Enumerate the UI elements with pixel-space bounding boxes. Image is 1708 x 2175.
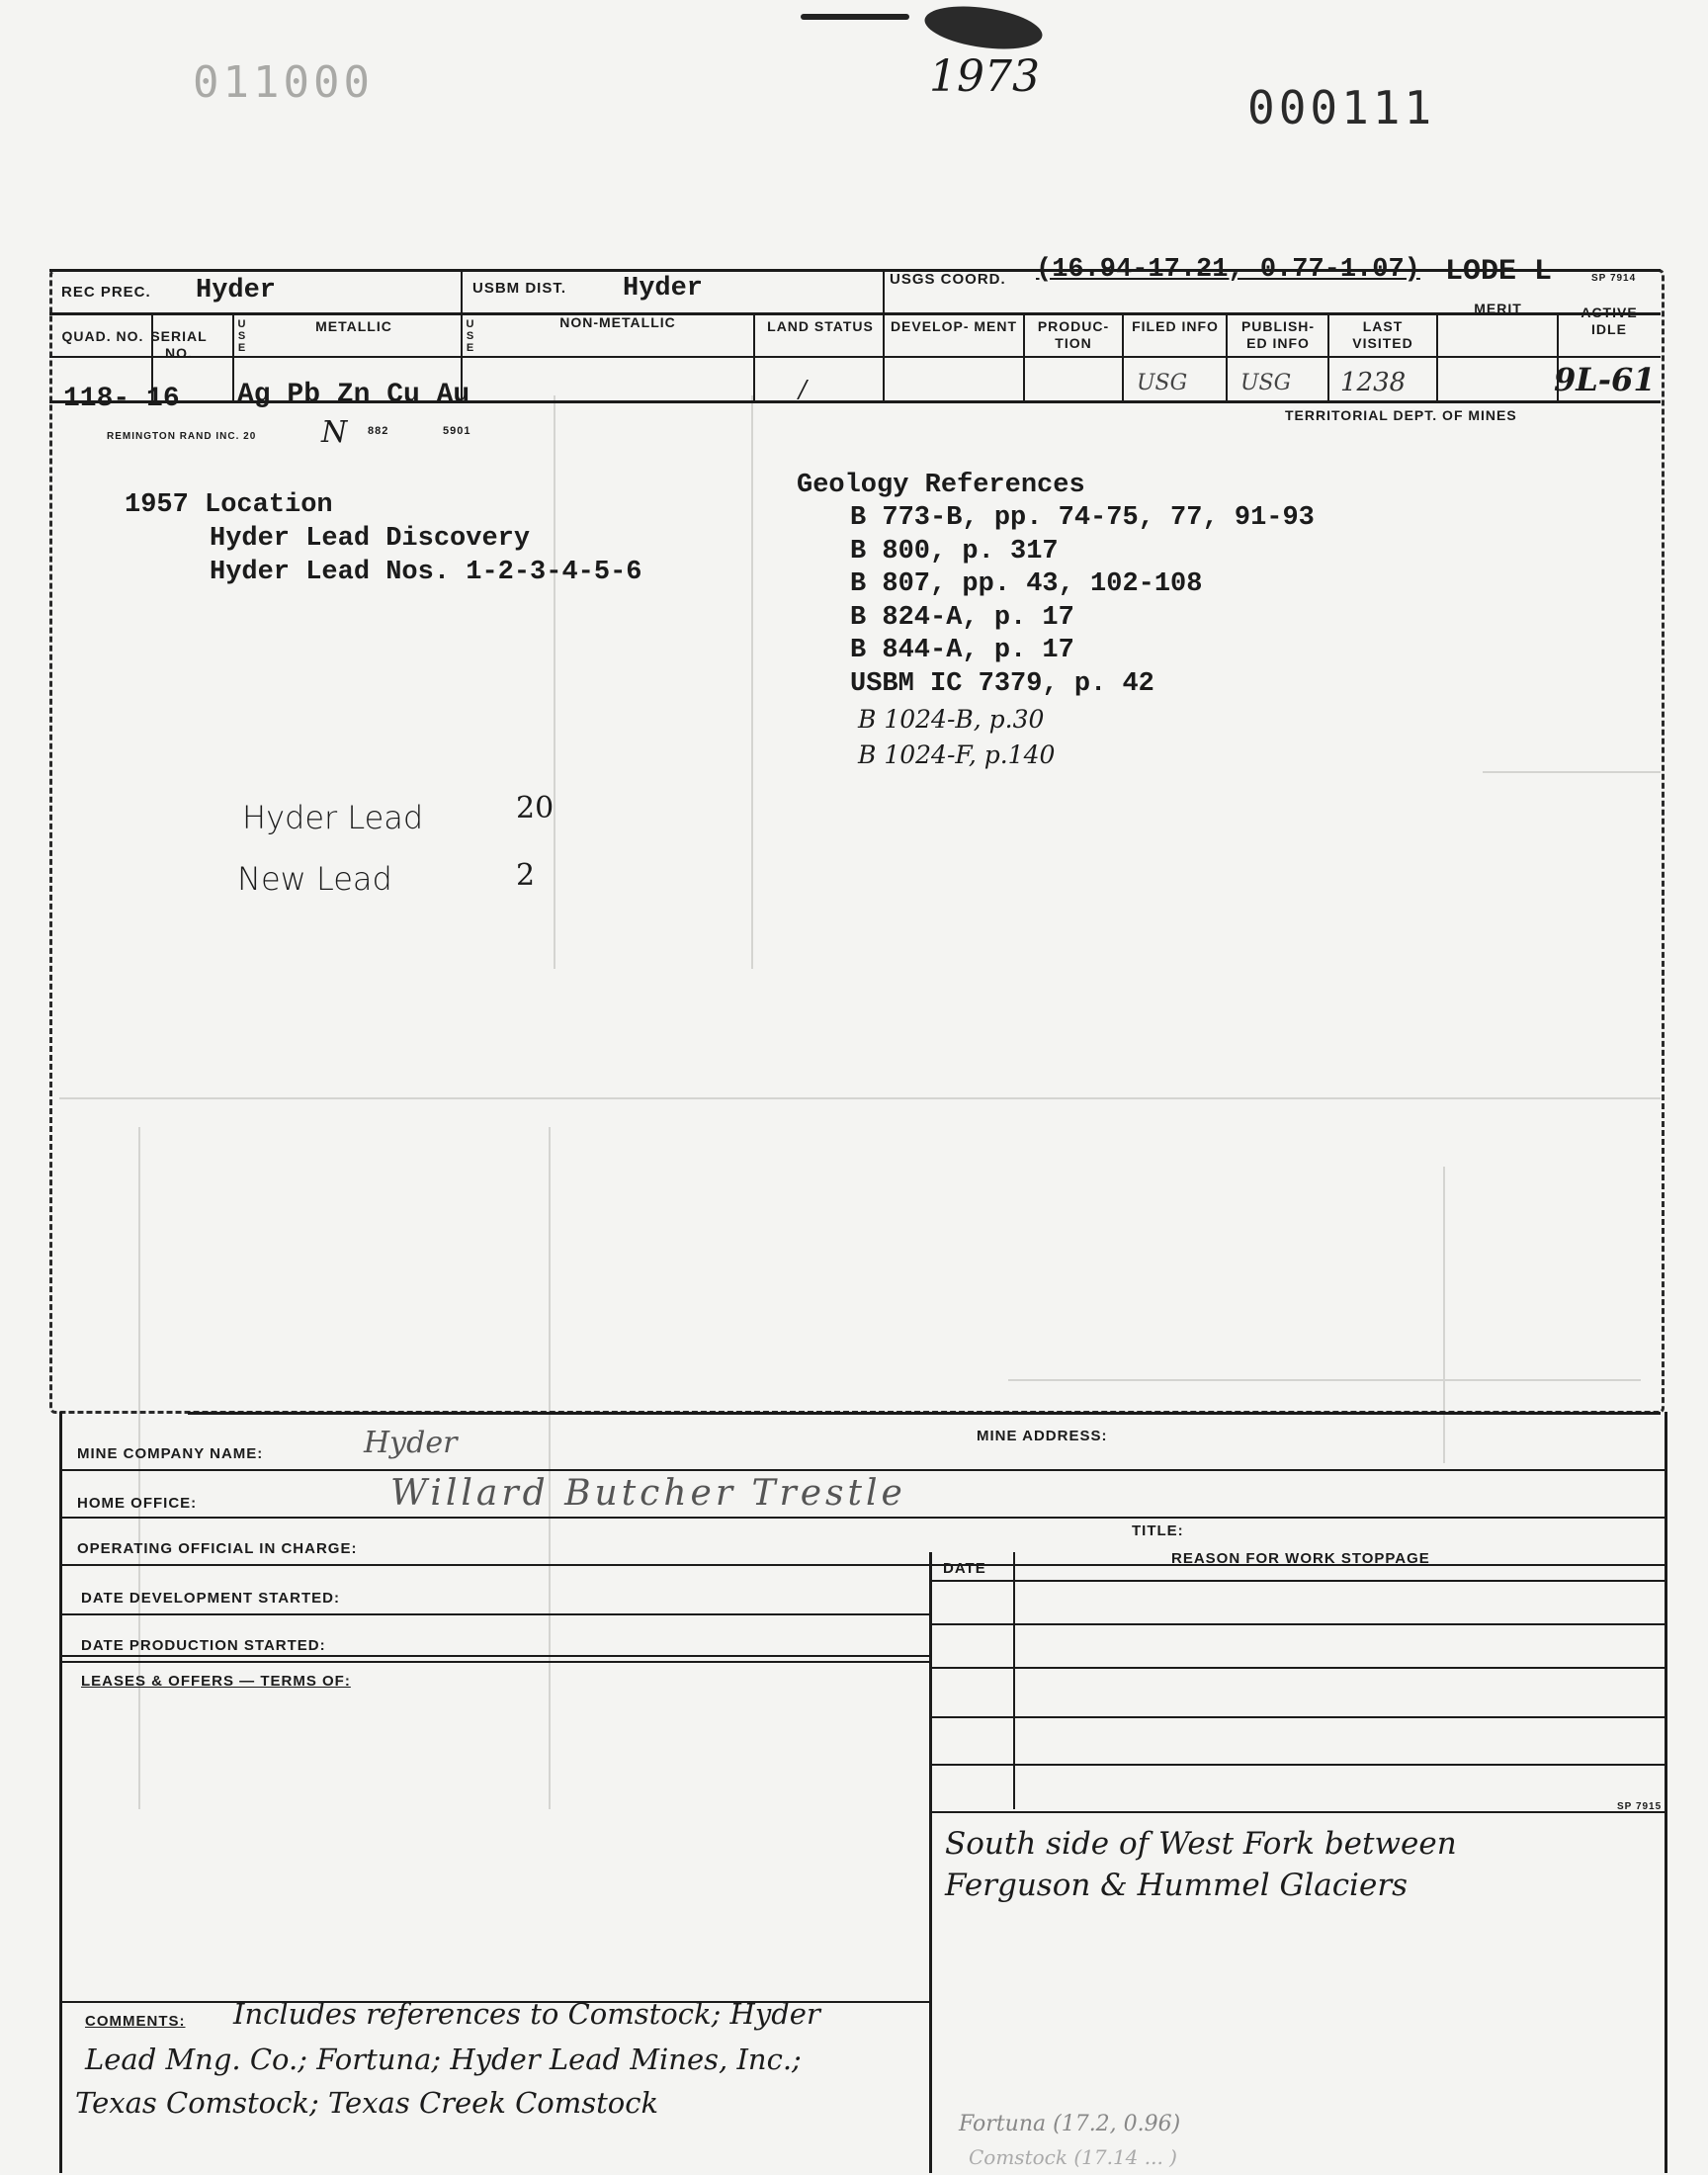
location-note-line: Ferguson & Hummel Glaciers (945, 1868, 1409, 1903)
bottom-note-line-2: Comstock (17.14 ... ) (969, 2145, 1177, 2169)
handwritten-n: N (321, 415, 348, 450)
territorial-dept-label: TERRITORIAL DEPT. OF MINES (1285, 407, 1517, 423)
location-block (125, 488, 641, 589)
col-non-metallic: NON-METALLIC (559, 314, 676, 330)
comments-line-2: Lead Mng. Co.; Fortuna; Hyder Lead Mines, Inc.; (85, 2043, 802, 2076)
rule (883, 314, 885, 401)
mine-company-label: MINE COMPANY NAME: (77, 1445, 264, 1462)
count-value-2: 2 (516, 858, 536, 893)
geology-ref: USBM IC 7379, p. 42 (850, 668, 1154, 699)
rule (461, 269, 463, 313)
home-office-label: HOME OFFICE: (77, 1495, 198, 1512)
rule (1327, 314, 1329, 401)
lode-value: LODE L (1445, 255, 1553, 289)
rule (1122, 314, 1124, 401)
upper-card-border (49, 269, 1665, 1414)
title-label: TITLE: (1132, 1522, 1184, 1539)
rule (931, 1764, 1665, 1766)
rule (1023, 314, 1025, 401)
remington-number-1: 882 (368, 425, 389, 437)
location-note (945, 1823, 1457, 1906)
ink-blot (922, 0, 1045, 55)
rule (1013, 1552, 1015, 1809)
geology-title: Geology References (797, 471, 1085, 500)
remington-number-2: 5901 (443, 425, 471, 437)
ink-mark (801, 14, 909, 20)
usgs-coord-value: (16.94-17.21, 0.77-1.07) (1036, 255, 1420, 285)
col-published-info: PUBLISH- ED INFO (1240, 318, 1316, 351)
location-year-line: 1957 Location (125, 490, 333, 520)
rule (61, 1469, 1665, 1471)
col-active-idle: ACTIVE IDLE (1580, 304, 1638, 337)
filed-info-value: USG (1137, 371, 1188, 395)
bottom-note-line-1: Fortuna (17.2, 0.96) (959, 2112, 1181, 2136)
rule (59, 1412, 62, 2173)
col-quad-no: QUAD. NO. (61, 328, 144, 344)
top-right-stamp: 000111 (1247, 81, 1436, 134)
geology-refs (850, 502, 1315, 701)
rule (931, 1580, 1665, 1582)
geology-handwritten-ref: B 1024-F, p.140 (858, 740, 1056, 769)
col-last-visited: LAST VISITED (1352, 318, 1413, 351)
geology-handwritten-ref: B 1024-B, p.30 (858, 705, 1045, 734)
published-info-value: USG (1240, 371, 1292, 395)
rule (1226, 314, 1228, 401)
date-label: DATE (943, 1560, 986, 1577)
rule (883, 269, 885, 313)
form-number: SP 7914 (1591, 273, 1637, 284)
reason-label: REASON FOR WORK STOPPAGE (1171, 1550, 1430, 1567)
geology-handwritten-refs (858, 702, 1055, 773)
rule (49, 356, 1661, 358)
count-name-1: Hyder Lead (242, 799, 424, 836)
rule (753, 314, 755, 401)
rule (61, 1517, 1665, 1519)
rule (929, 1552, 932, 2173)
rec-prec-label: REC PREC. (61, 284, 151, 301)
year-handwritten: 1973 (929, 51, 1040, 102)
mine-company-value: Hyder (364, 1426, 458, 1460)
col-land-status: LAND STATUS (767, 318, 874, 334)
geology-ref: B 844-A, p. 17 (850, 636, 1074, 665)
active-idle-value: 9L-61 (1554, 361, 1656, 398)
location-line-2: Hyder Lead Discovery (210, 524, 531, 554)
col-serial-no: SERIAL NO. (150, 328, 208, 361)
mine-address-label: MINE ADDRESS: (977, 1428, 1108, 1444)
comments-line-1: Includes references to Comstock; Hyder (233, 1997, 820, 2031)
usgs-coord-label: USGS COORD. (890, 271, 1006, 288)
rule (61, 1661, 931, 1663)
rule (1665, 1412, 1667, 2173)
rule (232, 314, 234, 401)
rule (61, 1613, 931, 1615)
rule (931, 1716, 1665, 1718)
col-merit: MERIT (1474, 301, 1522, 316)
col-use-2: U S E (466, 318, 475, 354)
rule (931, 1811, 1665, 1813)
location-note-line: South side of West Fork between (945, 1826, 1457, 1862)
rule (61, 1655, 931, 1657)
form-number-2: SP 7915 (1617, 1801, 1663, 1812)
comments-label: COMMENTS: (85, 2013, 186, 2030)
col-production: PRODUC- TION (1037, 318, 1110, 351)
rule (49, 312, 1661, 315)
geology-ref: B 800, p. 317 (850, 536, 1059, 566)
land-status-value: / (799, 376, 808, 403)
last-visited-value: 1238 (1340, 368, 1407, 397)
metallic-value: Ag Pb Zn Cu Au (237, 380, 470, 410)
rule (188, 1412, 1661, 1415)
rule (1436, 314, 1438, 401)
rule (931, 1667, 1665, 1669)
rec-prec-value: Hyder (196, 276, 277, 305)
col-filed-info: FILED INFO (1132, 318, 1219, 334)
geology-ref: B 807, pp. 43, 102-108 (850, 569, 1203, 599)
geology-ref: B 824-A, p. 17 (850, 602, 1074, 633)
col-use-1: U S E (237, 318, 247, 354)
col-development: DEVELOP- MENT (890, 318, 1018, 334)
location-line-3: Hyder Lead Nos. 1-2-3-4-5-6 (210, 558, 642, 587)
rule (931, 1623, 1665, 1625)
remington-label: REMINGTON RAND INC. 20 (107, 431, 257, 442)
count-name-2: New Lead (237, 860, 392, 898)
operating-official-label: OPERATING OFFICIAL IN CHARGE: (77, 1540, 358, 1557)
usbm-dist-value: Hyder (623, 274, 704, 304)
col-metallic: METALLIC (315, 318, 392, 334)
usbm-dist-label: USBM DIST. (472, 280, 567, 297)
date-production-label: DATE PRODUCTION STARTED: (81, 1637, 326, 1654)
count-value-1: 20 (516, 791, 555, 826)
home-office-value: Willard Butcher Trestle (390, 1473, 906, 1514)
date-development-label: DATE DEVELOPMENT STARTED: (81, 1590, 340, 1607)
geology-ref: B 773-B, pp. 74-75, 77, 91-93 (850, 503, 1315, 533)
top-left-stamp: 011000 (193, 57, 374, 108)
leases-label: LEASES & OFFERS — TERMS OF: (81, 1673, 351, 1690)
quad-serial-value: 118- 16 (63, 384, 180, 414)
comments-line-3: Texas Comstock; Texas Creek Comstock (75, 2086, 659, 2120)
